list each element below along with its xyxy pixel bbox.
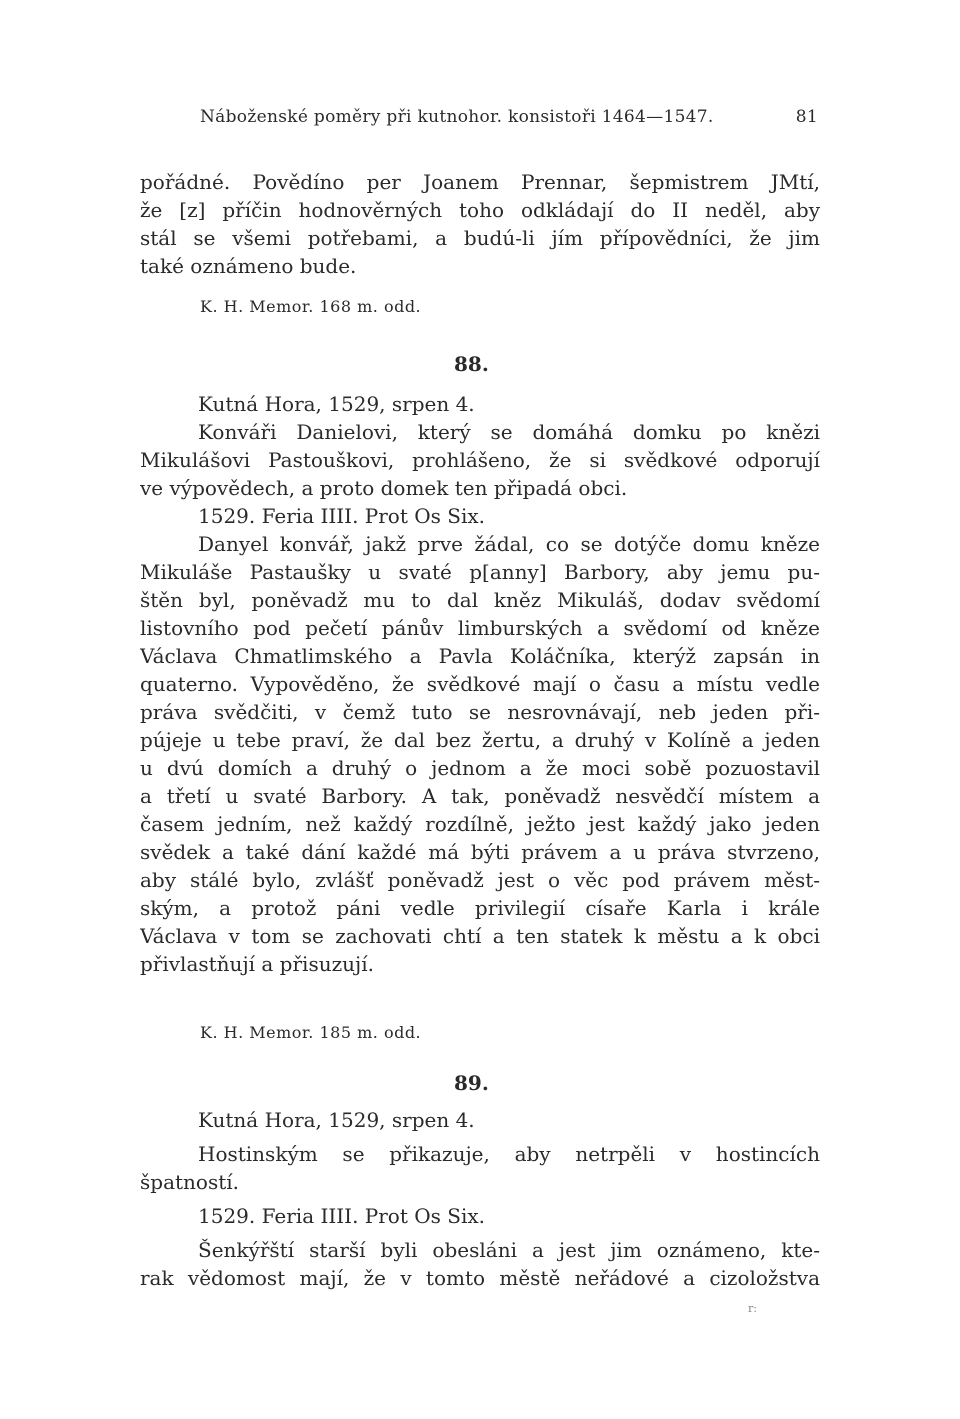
document-89 <box>140 1106 820 1292</box>
summary-line: Mikulášovi Pastouškovi, prohlášeno, že si svědkové odporují <box>140 448 820 472</box>
text-line: pořádné. Povědíno per Joanem Prennar, šepmistrem JMtí, <box>140 170 820 194</box>
running-header <box>140 107 820 135</box>
body-line: Václava v tom se zachovati chtí a ten statek k městu a k obci <box>140 924 820 948</box>
source-reference: K. H. Memor. 185 m. odd. <box>200 1023 422 1042</box>
stray-mark: r: <box>748 1302 757 1315</box>
body-line: Mikuláše Pastaušky u svaté p[anny] Barbory, aby jemu pu- <box>140 560 820 584</box>
body-line: Danyel konvář, jakž prve žádal, co se dotýče domu kněze <box>198 532 820 556</box>
body-line: quaterno. Vypověděno, že svědkové mají o času a místu vedle <box>140 672 820 696</box>
body-line: listovního pod pečetí pánův limburských a svědomí od kněze <box>140 616 820 640</box>
body-line: u dvú domích a druhý o jednom a že moci sobě pozuostavil <box>140 756 820 780</box>
document-number: 89. <box>454 1071 489 1095</box>
summary-line: Konváři Danielovi, který se domáhá domku po knězi <box>198 420 820 444</box>
body-line: svědek a také dání každé má býti právem a u práva stvrzeno, <box>140 840 820 864</box>
source-reference: K. H. Memor. 168 m. odd. <box>200 297 422 316</box>
document-88 <box>140 390 820 978</box>
date-line: 1529. Feria IIII. Prot Os Six. <box>198 504 485 528</box>
text-line: že [z] příčin hodnověrných toho odkládají do II neděl, aby <box>140 198 820 222</box>
date-line: 1529. Feria IIII. Prot Os Six. <box>198 1204 485 1228</box>
text-line: stál se všemi potřebami, a budú-li jím přípovědníci, že jim <box>140 226 820 250</box>
place-date: Kutná Hora, 1529, srpen 4. <box>198 1108 475 1132</box>
body-line: pújeje u tebe praví, že dal bez žertu, a druhý v Kolíně a jeden <box>140 728 820 752</box>
running-title: Náboženské poměry při kutnohor. konsistoři 1464—1547. <box>200 107 714 127</box>
document-number: 88. <box>454 352 489 376</box>
body-line: štěn byl, poněvadž mu to dal kněz Mikuláš, dodav svědomí <box>140 588 820 612</box>
body-line: přivlastňují a přisuzují. <box>140 952 374 976</box>
text-line: také oznámeno bude. <box>140 254 357 278</box>
body-line: časem jedním, než každý rozdílně, ježto jest každý jako jeden <box>140 812 820 836</box>
body-line: Václava Chmatlimského a Pavla Koláčníka, kterýž zapsán in <box>140 644 820 668</box>
continuation-paragraph <box>140 168 820 280</box>
page-number: 81 <box>795 107 818 127</box>
body-line: Šenkýřští starší byli obesláni a jest jim oznámeno, kte- <box>198 1238 820 1262</box>
summary-line: špatností. <box>140 1170 240 1194</box>
place-date: Kutná Hora, 1529, srpen 4. <box>198 392 475 416</box>
summary-line: ve výpovědech, a proto domek ten připadá obci. <box>140 476 628 500</box>
body-line: a třetí u svaté Barbory. A tak, poněvadž nesvědčí místem a <box>140 784 820 808</box>
body-line: ským, a protož páni vedle privilegií císaře Karla i krále <box>140 896 820 920</box>
body-line: aby stálé bylo, zvlášť poněvadž jest o věc pod právem měst- <box>140 868 820 892</box>
summary-line: Hostinským se přikazuje, aby netrpěli v hostincích <box>198 1142 820 1166</box>
body-line: rak vědomost mají, že v tomto městě neřádové a cizoložstva <box>140 1266 820 1290</box>
body-line: práva svědčiti, v čemž tuto se nesrovnávají, neb jeden při- <box>140 700 820 724</box>
